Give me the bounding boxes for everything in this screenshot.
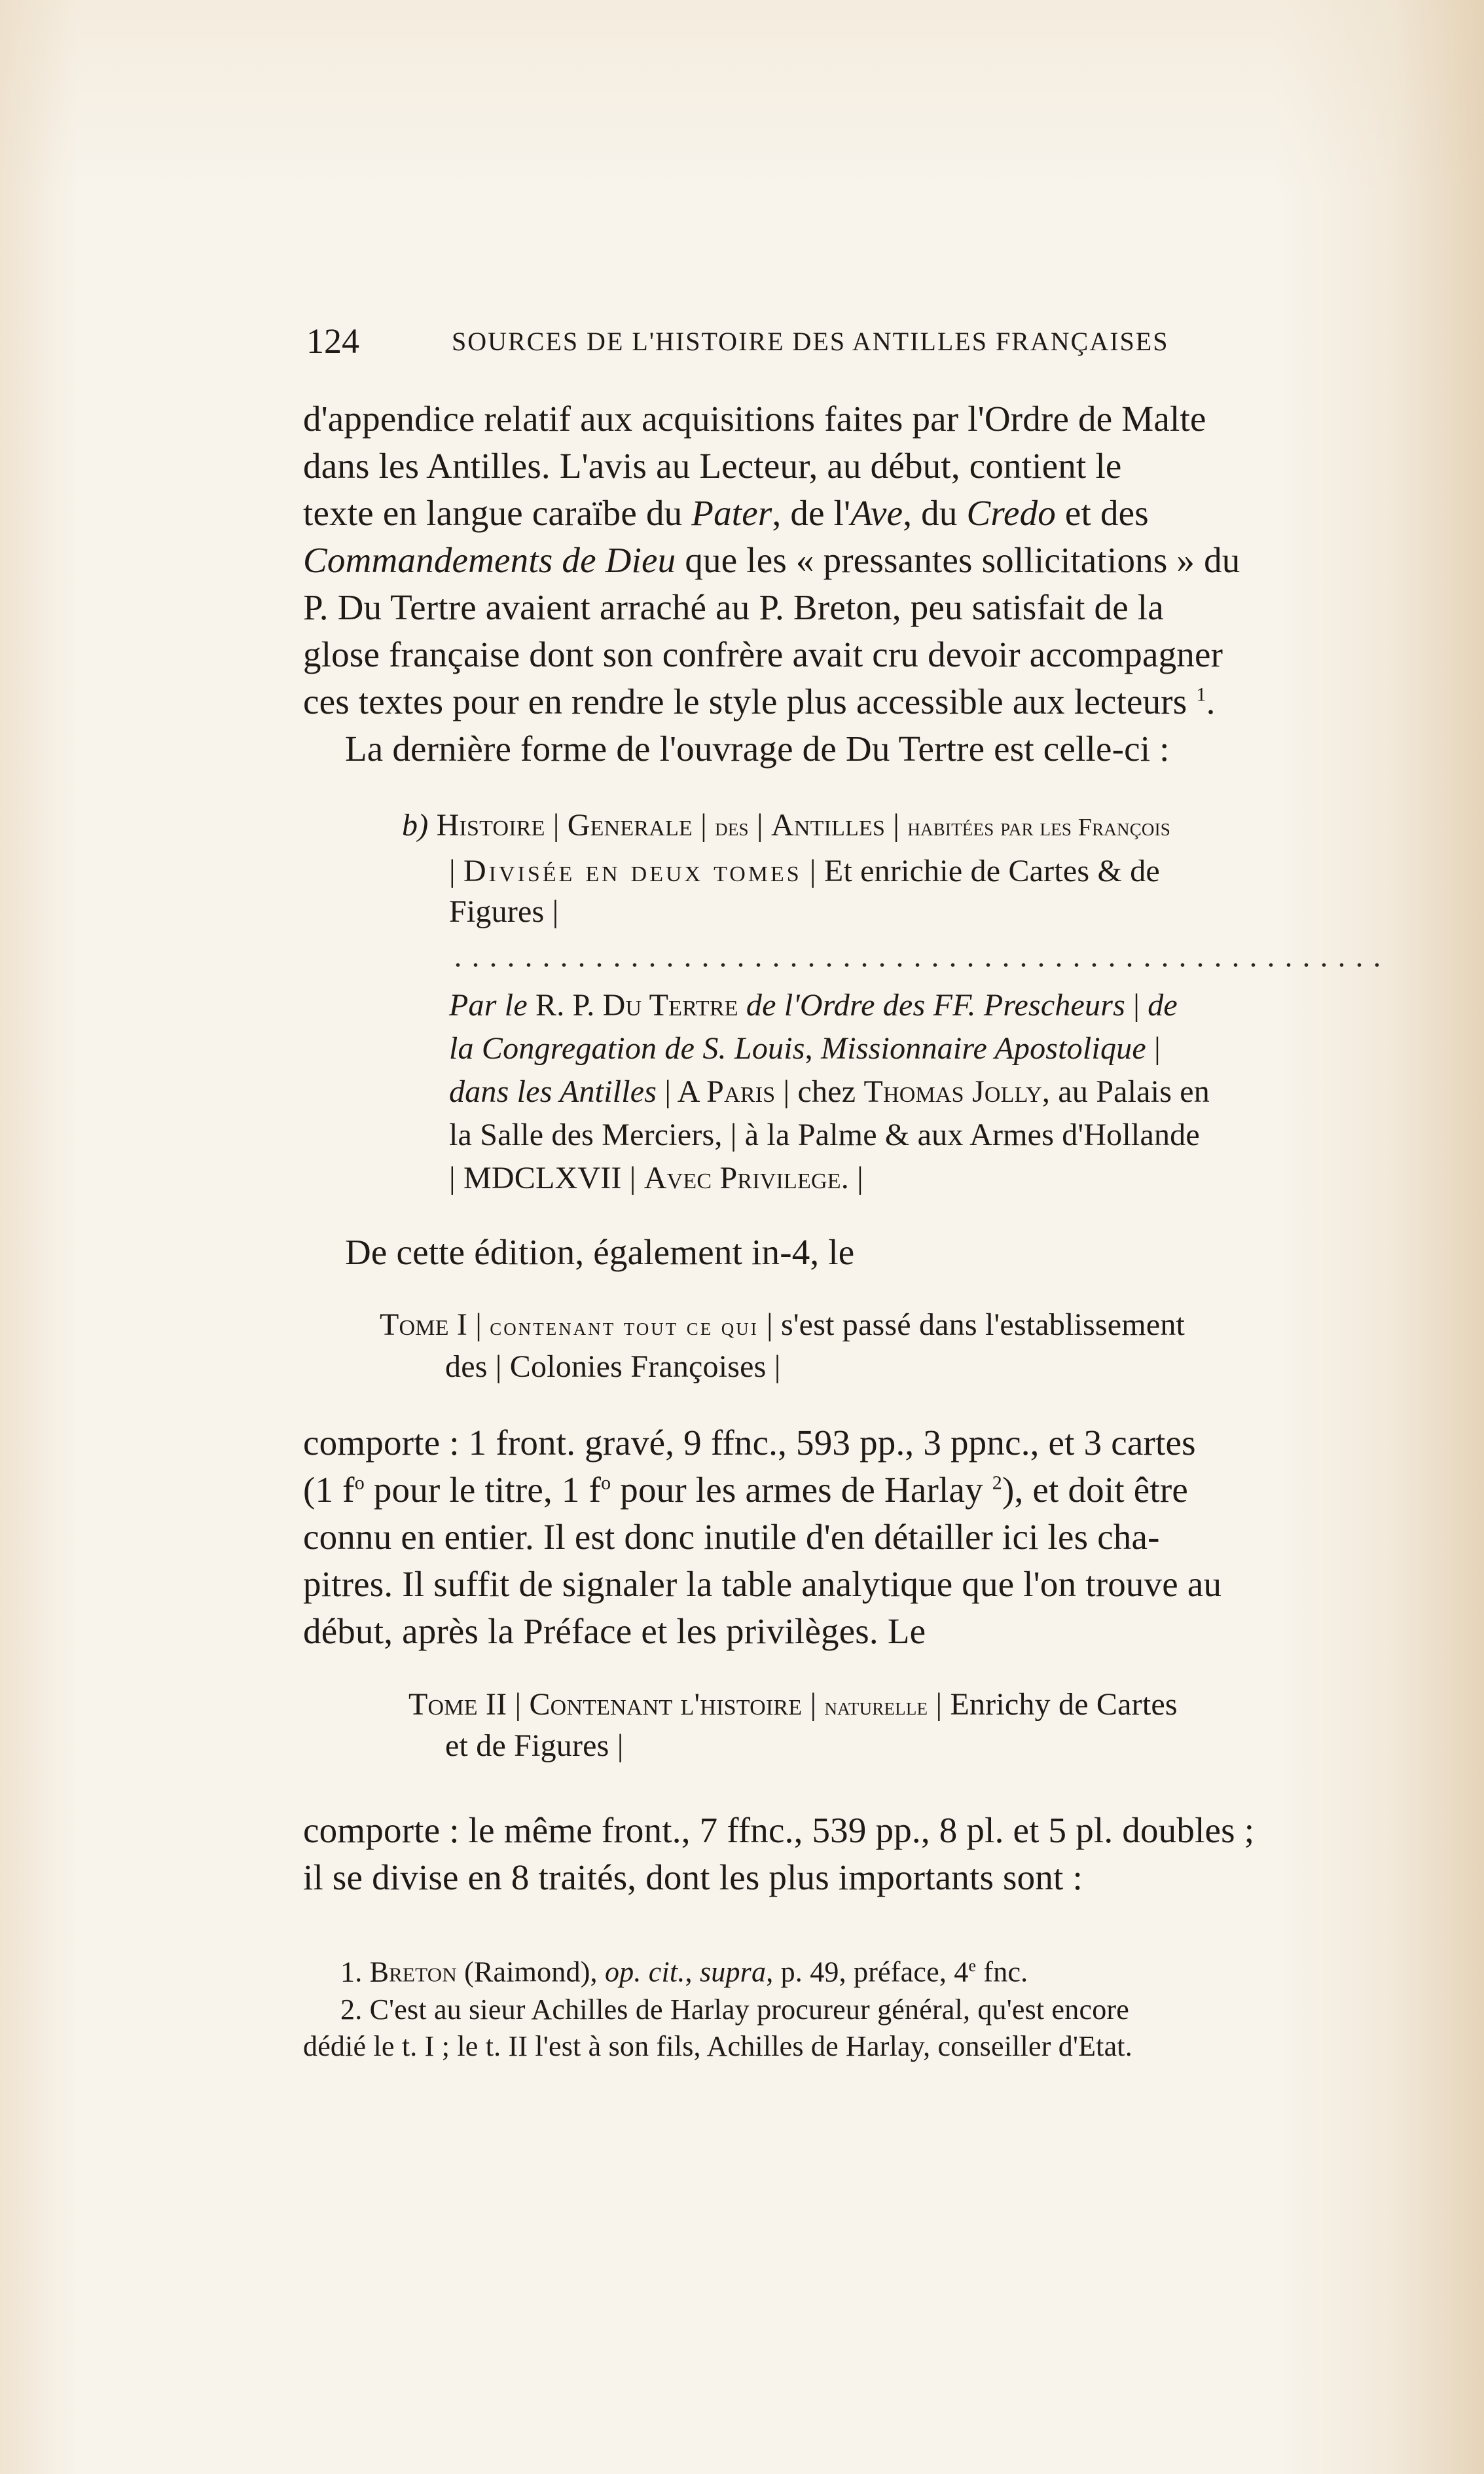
text-line: glose française dont son confrère avait cru devoir accompagner bbox=[303, 634, 1223, 674]
biblio-line: | MDCLXVII | Avec Privilege. | bbox=[449, 1161, 863, 1195]
biblio-line: des | Colonies Françoises | bbox=[445, 1349, 781, 1384]
dotted-rule bbox=[449, 962, 1392, 968]
text-line: connu en entier. Il est donc inutile d'en détailler ici les cha- bbox=[303, 1517, 1160, 1557]
text-line: ces textes pour en rendre le style plus accessible aux lecteurs $^1$. bbox=[303, 682, 1216, 721]
footnote-2-continuation: dédié le t. I ; le t. II l'est à son fils, Achilles de Harlay, conseiller d'Etat. bbox=[303, 2030, 1132, 2062]
biblio-line: b) Histoire | Generale | des | Antilles | habitées par les François bbox=[402, 808, 1171, 843]
biblio-line: | Divisée en deux tomes | Et enrichie de Cartes & de bbox=[449, 854, 1160, 888]
text-line: comporte : 1 front. gravé, 9 ffnc., 593 pp., 3 ppnc., et 3 cartes bbox=[303, 1423, 1196, 1463]
title-credo: Credo bbox=[966, 493, 1056, 533]
biblio-line: Par le R. P. Du Tertre de l'Ordre des FF. Prescheurs | de bbox=[449, 988, 1178, 1023]
page-number: 124 bbox=[306, 321, 359, 361]
footnote-2: 2. C'est au sieur Achilles de Harlay procureur général, qu'est encore bbox=[340, 1993, 1129, 2026]
text-line: (1 $f^o$ pour le titre, 1 $f^o$ pour les armes de Harlay $^2$), et doit être bbox=[303, 1470, 1188, 1510]
author-du-tertre: Du Tertre bbox=[602, 988, 738, 1023]
biblio-line: Figures | bbox=[449, 894, 559, 929]
text-line: il se divise en 8 traités, dont les plus importants sont : bbox=[303, 1857, 1083, 1897]
biblio-line: Tome I | contenant tout ce qui | s'est passé dans l'establissement bbox=[380, 1307, 1185, 1342]
text-line: P. Du Tertre avaient arraché au P. Breton, peu satisfait de la bbox=[303, 587, 1164, 627]
text-line: texte en langue caraïbe du Pater, de l'Ave, du Credo et des bbox=[303, 493, 1149, 533]
biblio-line: et de Figures | bbox=[445, 1728, 624, 1763]
running-title: SOURCES DE L'HISTOIRE DES ANTILLES FRANÇAISES bbox=[452, 327, 1169, 356]
biblio-line: dans les Antilles | A Paris | chez Thomas Jolly, au Palais en bbox=[449, 1074, 1210, 1109]
title-commandements: Commandements de Dieu bbox=[303, 540, 676, 580]
biblio-line: la Salle des Merciers, | à la Palme & aux Armes d'Hollande bbox=[449, 1118, 1200, 1152]
footnote-ref-2[interactable]: 2 bbox=[992, 1472, 1002, 1494]
text-line: Commandements de Dieu que les « pressantes sollicitations » du bbox=[303, 540, 1240, 580]
title-pater: Pater bbox=[691, 493, 772, 533]
running-head bbox=[306, 321, 1236, 360]
text-line: d'appendice relatif aux acquisitions faites par l'Ordre de Malte bbox=[303, 399, 1206, 439]
text-line: dans les Antilles. L'avis au Lecteur, au début, contient le bbox=[303, 446, 1122, 486]
text-line: début, après la Préface et les privilèges. Le bbox=[303, 1611, 926, 1651]
biblio-line: Tome II | Contenant l'histoire | naturelle | Enrichy de Cartes bbox=[408, 1687, 1178, 1722]
title-ave: Ave bbox=[850, 493, 903, 533]
edition-intro: De cette édition, également in-4, le bbox=[345, 1232, 855, 1272]
biblio-line: la Congregation de S. Louis, Missionnaire Apostolique | bbox=[449, 1031, 1161, 1066]
entry-label: b) bbox=[402, 808, 429, 843]
footnote-1: 1. Breton (Raimond), op. cit., supra, p. 49, préface, 4e fnc. bbox=[340, 1956, 1028, 1988]
footnote-ref-1[interactable]: 1 bbox=[1196, 683, 1206, 706]
publisher-thomas-jolly: Thomas Jolly bbox=[863, 1074, 1042, 1109]
paragraph-2: La dernière forme de l'ouvrage de Du Tertre est celle-ci : bbox=[345, 729, 1170, 769]
text-line: comporte : le même front., 7 ffnc., 539 pp., 8 pl. et 5 pl. doubles ; bbox=[303, 1810, 1255, 1850]
text-line: pitres. Il suffit de signaler la table analytique que l'on trouve au bbox=[303, 1564, 1222, 1604]
